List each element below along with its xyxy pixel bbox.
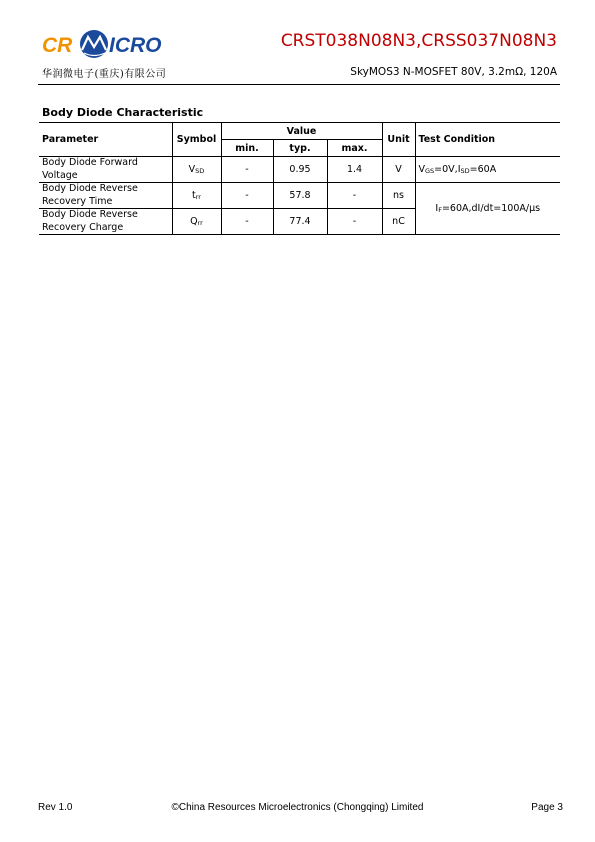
section-title: Body Diode Characteristic <box>42 106 204 119</box>
footer-revision: Rev 1.0 <box>38 802 73 813</box>
symbol-cell: $V_{SD}$ <box>172 157 221 183</box>
company-logo <box>42 28 172 60</box>
symbol-cell: $t_{rr}$ <box>172 183 221 209</box>
max-cell: - <box>327 183 382 209</box>
header-min: min. <box>221 140 273 157</box>
unit-cell: V <box>382 157 415 183</box>
footer-copyright: ©China Resources Microelectronics (Chongqing) Limited <box>171 802 424 813</box>
unit-cell: nC <box>382 209 415 235</box>
body-diode-table <box>39 122 560 235</box>
logo-text-cr: CR <box>42 34 73 57</box>
min-cell: - <box>221 183 273 209</box>
cr-micro-logo-icon <box>42 28 172 60</box>
parameter-cell: Body Diode Reverse Recovery Time <box>39 183 172 209</box>
header-test-condition: Test Condition <box>415 123 560 157</box>
header-unit: Unit <box>382 123 415 157</box>
typ-cell: 0.95 <box>273 157 327 183</box>
symbol-cell: $Q_{rr}$ <box>172 209 221 235</box>
device-subtitle: SkyMOS3 N-MOSFET 80V, 3.2mΩ, 120A <box>350 66 557 78</box>
parameter-cell: Body Diode Reverse Recovery Charge <box>39 209 172 235</box>
footer-page-number: Page 3 <box>531 802 563 813</box>
max-cell: - <box>327 209 382 235</box>
header-divider <box>38 84 560 85</box>
logo-text-micro: ICRO <box>109 34 162 57</box>
min-cell: - <box>221 209 273 235</box>
header-value: Value <box>221 123 382 140</box>
table-row <box>39 157 560 183</box>
part-number-title: CRST038N08N3,CRSS037N08N3 <box>280 31 557 51</box>
table-row <box>39 183 560 209</box>
typ-cell: 57.8 <box>273 183 327 209</box>
shared-test-condition-cell: $I_F=60A,dI/dt=100A/\mu s$ <box>415 183 560 235</box>
company-name-chinese: 华润微电子(重庆)有限公司 <box>42 69 167 80</box>
parameter-cell: Body Diode Forward Voltage <box>39 157 172 183</box>
max-cell: 1.4 <box>327 157 382 183</box>
unit-cell: ns <box>382 183 415 209</box>
header-max: max. <box>327 140 382 157</box>
table-header-row <box>39 123 560 140</box>
test-condition-cell: $V_{GS}=0V,I_{SD}=60A$ <box>415 157 560 183</box>
header-symbol: Symbol <box>172 123 221 157</box>
header-parameter: Parameter <box>39 123 172 157</box>
typ-cell: 77.4 <box>273 209 327 235</box>
header-typ: typ. <box>273 140 327 157</box>
min-cell: - <box>221 157 273 183</box>
